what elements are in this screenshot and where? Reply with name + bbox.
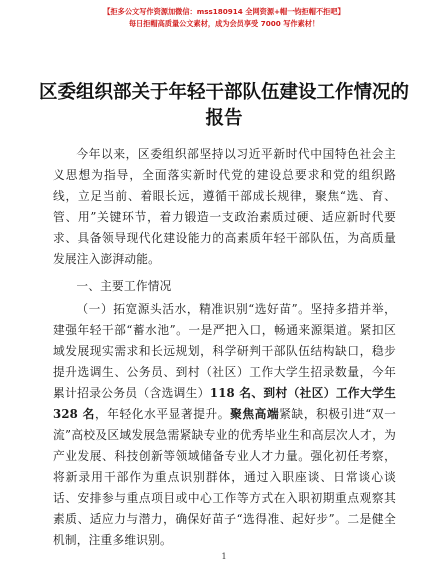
document-body xyxy=(53,144,396,551)
promo-banner-line-2: 每日拒帽高质量公文素材，成为会员享受 7000 写作素材！ xyxy=(128,19,320,28)
promo-banner xyxy=(0,6,448,30)
document-title-line-1: 区委组织部关于年轻干部队伍建设工作情况的 xyxy=(38,82,409,103)
emphasis-text: 聚焦高端 xyxy=(230,407,280,421)
page-number: 1 xyxy=(221,552,227,561)
section-paragraph xyxy=(53,299,396,551)
section-heading: 一、主要工作情况 xyxy=(76,279,172,293)
recruit-figures: 118 名、到村（社区）工作大学生 328 名 xyxy=(53,386,396,421)
section-text-1: （一）拓宽源头活水，精准识别“选好苗”。坚持多措并举，建强年轻干部“蓄水池”。一是严把入口，畅通来源渠道。紧扣区域发展现实需求和长远规划，科学研判干部队伍结构缺口，稳步提升选调生、公务员、到村（社区）工作大学生招录数量，今年累计招录公务员（含选调生） xyxy=(53,302,396,400)
document-title xyxy=(0,80,448,132)
intro-paragraph: 今年以来，区委组织部坚持以习近平新时代中国特色社会主义思想为指导，全面落实新时代党的建设总要求和党的组织路线，立足当前、着眼长远，遵循干部成长规律，聚焦“选、育、管、用”关键环节，着力锻造一支政治素质过硬、适应新时代要求、具备领导现代化建设能力的高素质年轻干部队伍，为高质量发展注入澎湃动能。 xyxy=(53,147,396,266)
section-text-2: ，年轻化水平显著提升。 xyxy=(94,407,231,421)
section-text-3: 紧缺，积极引进“双一流”高校及区域发展急需紧缺专业的优秀毕业生和高层次人才，为产业发展、科技创新等领域储备专业人才力量。强化初任考察，将新录用干部作为重点识别群体，通过入职座谈、日常谈心谈话、安排参与重点项目或中心工作等方式在入职初期重点观察其素质、适应力与潜力，确保好苗子“选得准、起好步”。二是健全机制，注重多维识别。 xyxy=(53,407,396,547)
document-title-line-2: 报告 xyxy=(205,108,243,129)
promo-banner-line-1: 【拒多公文写作资源加微信：mss180914 全网资源+帽一钧拒帽不拒吧】 xyxy=(103,7,345,16)
